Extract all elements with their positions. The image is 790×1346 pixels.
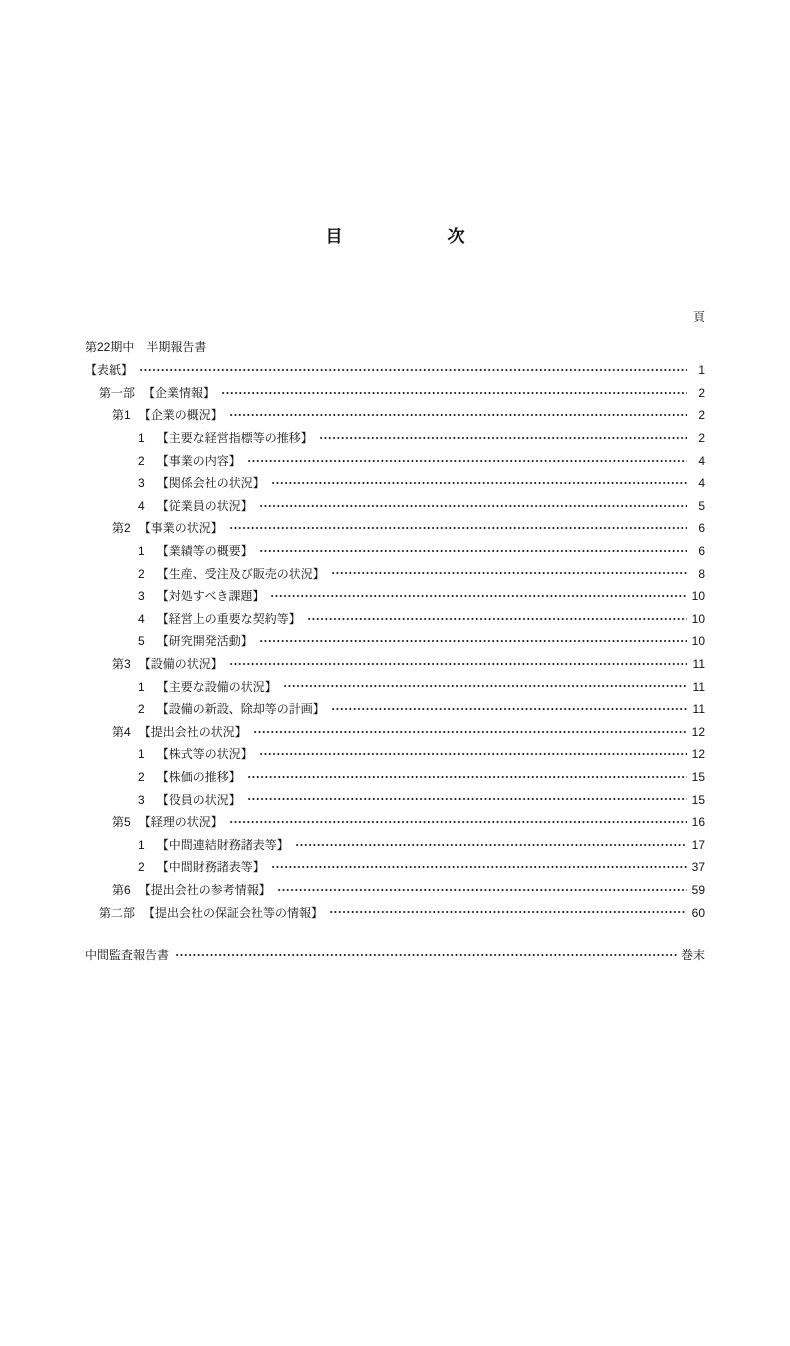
- dot-leader: [307, 608, 687, 631]
- dot-leader: [229, 811, 687, 834]
- toc-entry-label: 【事業の状況】: [138, 521, 223, 536]
- dot-leader: [271, 472, 687, 495]
- toc-entry-label: 【提出会社の状況】: [138, 724, 247, 739]
- toc-row: [85, 404, 705, 427]
- toc-row: [85, 608, 705, 631]
- toc-entry-page: 12: [691, 724, 705, 739]
- toc-entry-page: 6: [698, 544, 705, 559]
- toc-entry-number: 4: [138, 498, 145, 513]
- toc-row: [85, 766, 705, 789]
- toc-page: [0, 228, 790, 1346]
- page-column-label: 頁: [692, 310, 705, 324]
- toc-row: [85, 472, 705, 495]
- toc-row: [85, 901, 705, 924]
- toc-entry-label: 【主要な経営指標等の推移】: [156, 431, 313, 446]
- toc-entry-label: 【設備の状況】: [138, 657, 223, 672]
- toc-entry-label: 【表紙】: [85, 363, 134, 378]
- toc-entry-page: 巻末: [680, 948, 705, 963]
- toc-row: [85, 675, 705, 698]
- dot-leader: [259, 630, 687, 653]
- toc-entry-label: 【業績等の概要】: [156, 544, 253, 559]
- toc-entry-page: 37: [691, 860, 705, 875]
- toc-entry-page: 8: [698, 566, 705, 581]
- toc-entry-label: 【研究開発活動】: [156, 634, 253, 649]
- toc-entry-page: 11: [692, 702, 705, 717]
- toc-entry-page: 10: [691, 634, 705, 649]
- toc-entry-number: 1: [138, 747, 145, 762]
- toc-entry-label: 【従業員の状況】: [156, 498, 253, 513]
- toc-entry-page: 15: [691, 792, 705, 807]
- toc-row: [85, 495, 705, 518]
- toc-entry-page: 6: [698, 521, 705, 536]
- toc-row: [85, 721, 705, 744]
- toc-entry-label: 【主要な設備の状況】: [156, 679, 277, 694]
- dot-leader: [331, 562, 687, 585]
- toc-entry-number: 第5: [112, 815, 131, 830]
- dot-leader: [247, 766, 687, 789]
- dot-leader: [270, 585, 687, 608]
- toc-entry-page: 2: [698, 431, 705, 446]
- toc-row: [85, 382, 705, 405]
- toc-row-appendix: [85, 944, 705, 967]
- dot-leader: [259, 743, 687, 766]
- toc-row: [85, 427, 705, 450]
- toc-entry-page: 4: [698, 476, 705, 491]
- dot-leader: [277, 879, 687, 902]
- toc-entry-page: 5: [698, 498, 705, 513]
- dot-leader: [283, 675, 687, 698]
- toc-entry-label: 【経理の状況】: [138, 815, 223, 830]
- toc-row: [85, 879, 705, 902]
- toc-entry-number: 5: [138, 634, 145, 649]
- toc-entry-label: 【生産、受注及び販売の状況】: [156, 566, 325, 581]
- toc-entry-number: 第2: [112, 521, 131, 536]
- toc-entry-label: 【提出会社の参考情報】: [138, 882, 271, 897]
- toc-row: [85, 833, 705, 856]
- toc-entry-label: 【中間財務諸表等】: [156, 860, 265, 875]
- toc-entry-label: 【株式等の状況】: [156, 747, 253, 762]
- dot-leader: [271, 856, 687, 879]
- dot-leader: [295, 833, 687, 856]
- toc-row: [85, 359, 705, 382]
- toc-entry-number: 第1: [112, 408, 131, 423]
- toc-row: [85, 540, 705, 563]
- toc-entry-label: 【株価の推移】: [156, 769, 241, 784]
- toc-entry-page: 2: [698, 385, 705, 400]
- toc-entry-page: 60: [691, 905, 705, 920]
- toc-entry-page: 15: [691, 769, 705, 784]
- toc-row: [85, 743, 705, 766]
- dot-leader: [139, 359, 687, 382]
- toc-entry-label: 【事業の内容】: [156, 453, 241, 468]
- toc-entry-label: 【企業情報】: [143, 385, 216, 400]
- dot-leader: [331, 698, 687, 721]
- toc-row: [85, 585, 705, 608]
- toc-row: [85, 630, 705, 653]
- page-title: [85, 228, 705, 246]
- toc-row: [85, 856, 705, 879]
- toc-entry-page: 10: [691, 589, 705, 604]
- toc-entry-number: 4: [138, 611, 145, 626]
- dot-leader: [221, 382, 687, 405]
- toc-entry-page: 11: [692, 679, 705, 694]
- dot-leader: [253, 721, 687, 744]
- toc-entry-page: 11: [692, 657, 705, 672]
- toc-entry-number: 3: [138, 476, 145, 491]
- toc-entry-number: 1: [138, 837, 145, 852]
- toc-entry-number: 2: [138, 566, 145, 581]
- dot-leader: [247, 449, 687, 472]
- toc-entry-page: 59: [691, 882, 705, 897]
- toc-row: [85, 811, 705, 834]
- toc-row: [85, 698, 705, 721]
- dot-leader: [329, 901, 687, 924]
- dot-leader: [319, 427, 687, 450]
- toc-entry-number: 2: [138, 453, 145, 468]
- toc-entry-number: 1: [138, 431, 145, 446]
- toc-entry-page: 16: [691, 815, 705, 830]
- toc-entry-number: 第一部: [99, 385, 136, 400]
- dot-leader: [259, 540, 687, 563]
- toc-entry-label: 【設備の新設、除却等の計画】: [156, 702, 325, 717]
- dot-leader: [229, 653, 687, 676]
- toc-list: [85, 359, 705, 924]
- toc-entry-number: 1: [138, 679, 145, 694]
- dot-leader: [247, 788, 687, 811]
- toc-row: [85, 562, 705, 585]
- toc-row: [85, 449, 705, 472]
- toc-entry-number: 第二部: [99, 905, 136, 920]
- toc-entry-number: 第6: [112, 882, 131, 897]
- toc-entry-page: 1: [698, 363, 705, 378]
- page-title-text: 目次: [325, 227, 570, 246]
- toc-entry-number: 第4: [112, 724, 131, 739]
- toc-entry-number: 3: [138, 792, 145, 807]
- dot-leader: [175, 944, 677, 967]
- toc-entry-label: 【経営上の重要な契約等】: [156, 611, 301, 626]
- dot-leader: [259, 495, 687, 518]
- toc-entry-page: 12: [691, 747, 705, 762]
- toc-entry-label: 中間監査報告書: [85, 948, 170, 963]
- toc-row: [85, 517, 705, 540]
- toc-entry-label: 【関係会社の状況】: [156, 476, 265, 491]
- toc-entry-label: 【中間連結財務諸表等】: [156, 837, 289, 852]
- dot-leader: [229, 517, 687, 540]
- toc-entry-page: 2: [698, 408, 705, 423]
- toc-entry-number: 第3: [112, 657, 131, 672]
- toc-row: [85, 788, 705, 811]
- toc-entry-label: 【企業の概況】: [138, 408, 223, 423]
- toc-entry-number: 2: [138, 769, 145, 784]
- toc-entry-page: 17: [691, 837, 705, 852]
- toc-entry-label: 【提出会社の保証会社等の情報】: [143, 905, 324, 920]
- toc-entry-page: 10: [691, 611, 705, 626]
- toc-entry-label: 【役員の状況】: [156, 792, 241, 807]
- dot-leader: [229, 404, 687, 427]
- toc-entry-number: 1: [138, 544, 145, 559]
- toc-entry-label: 【対処すべき課題】: [156, 589, 265, 604]
- toc-row: [85, 653, 705, 676]
- toc-entry-number: 2: [138, 860, 145, 875]
- report-title: 第22期中 半期報告書: [85, 340, 207, 354]
- toc-entry-number: 3: [138, 589, 145, 604]
- toc-entry-number: 2: [138, 702, 145, 717]
- toc-entry-page: 4: [698, 453, 705, 468]
